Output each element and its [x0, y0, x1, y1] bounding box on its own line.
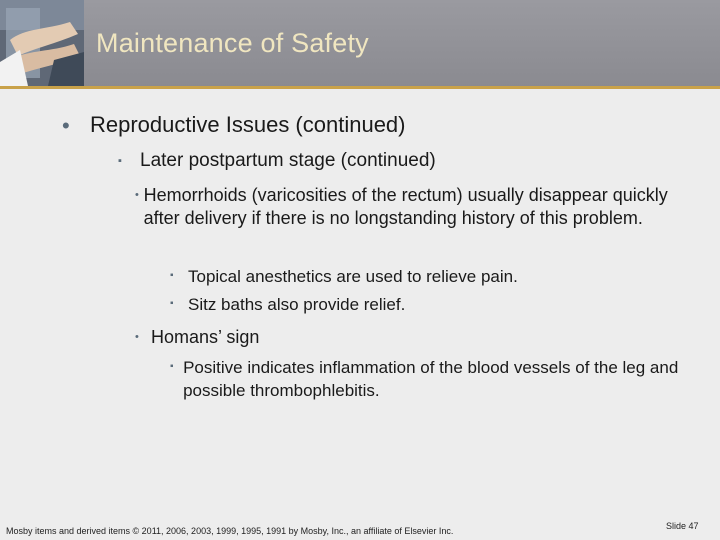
bullet-square-icon: ▪	[170, 298, 174, 309]
header-accent-rule	[0, 86, 720, 89]
bullet-square-icon: ▪	[118, 155, 122, 167]
bullet-text: Later postpartum stage (continued)	[140, 150, 436, 171]
bullet-positive-indicates	[170, 356, 690, 402]
bullet-dot-icon: •	[62, 113, 70, 138]
bullet-later-postpartum	[118, 150, 436, 172]
bullet-text: Topical anesthetics are used to relieve pain.	[188, 267, 518, 286]
bullet-text: Homans’ sign	[151, 327, 260, 347]
bullet-text: Sitz baths also provide relief.	[188, 295, 406, 314]
bullet-square-icon: ▪	[170, 270, 174, 281]
footer-slide-number: Slide 47	[666, 521, 699, 531]
bullet-homans-sign	[135, 326, 695, 349]
slide-header	[0, 0, 720, 88]
header-photo-hands	[0, 0, 84, 86]
bullet-hemorrhoids	[135, 184, 695, 230]
bullet-sitz-baths	[170, 293, 690, 316]
bullet-dot-icon: •	[135, 331, 139, 343]
bullet-reproductive-issues	[62, 112, 406, 139]
slide-title: Maintenance of Safety	[96, 28, 369, 58]
bullet-square-icon: ▪	[170, 361, 174, 372]
bullet-text: Hemorrhoids (varicosities of the rectum) usually disappear quickly after delivery if there is no longstanding history of this problem.	[143, 185, 668, 228]
bullet-text: Positive indicates inflammation of the blood vessels of the leg and possible thrombophlebitis.	[183, 358, 679, 400]
bullet-topical-anesthetics	[170, 265, 690, 288]
footer-copyright: Mosby items and derived items © 2011, 2006, 2003, 1999, 1995, 1991 by Mosby, Inc., an affiliate of Elsevier Inc.	[6, 526, 454, 536]
bullet-text: Reproductive Issues (continued)	[90, 112, 406, 137]
bullet-dot-icon: •	[135, 189, 139, 201]
